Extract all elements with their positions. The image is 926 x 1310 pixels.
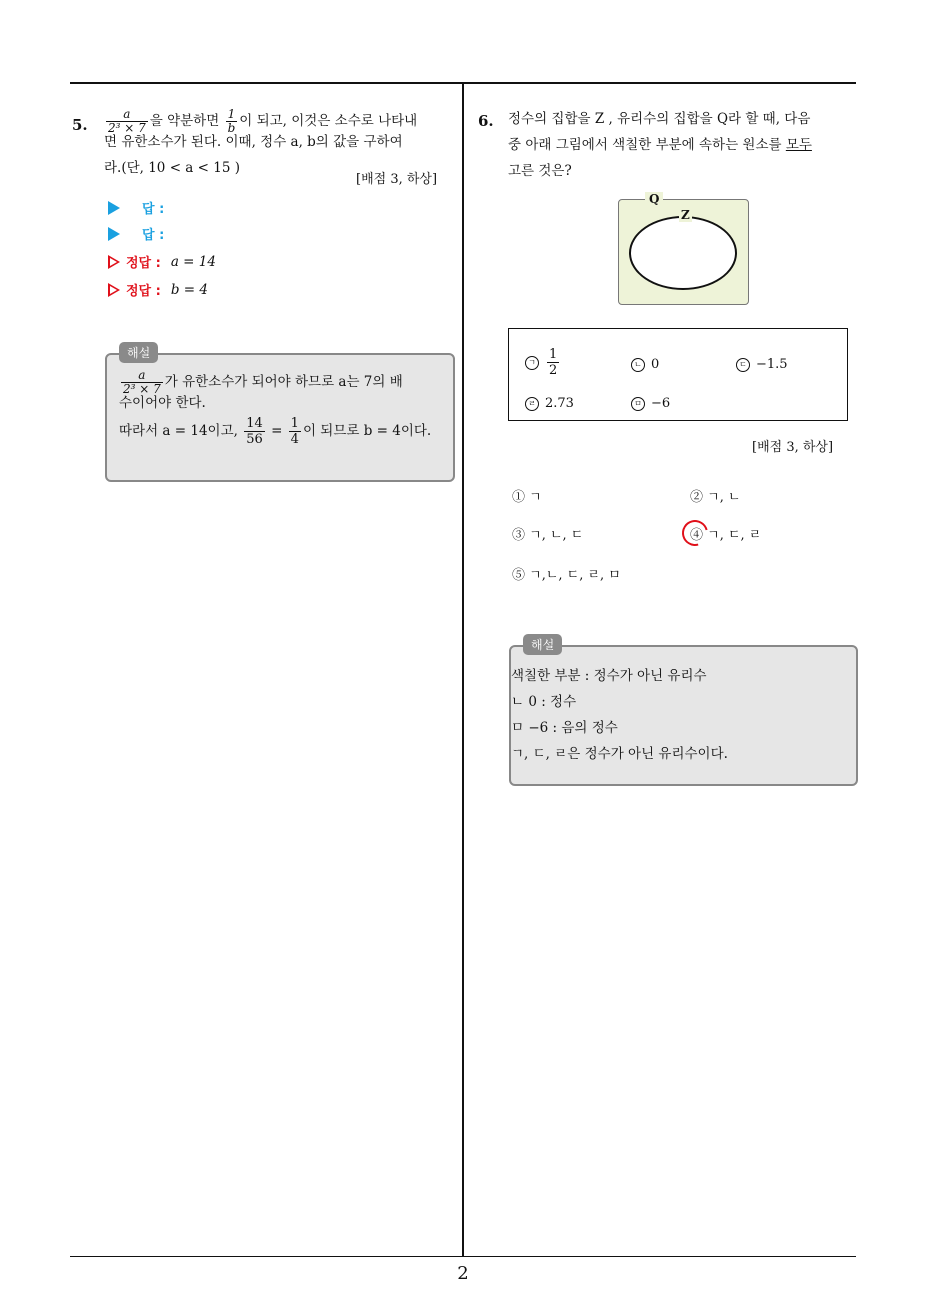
answer-label: 답 : [142, 202, 165, 217]
page-number: 2 [457, 1263, 469, 1284]
frac-numerator: 1 [549, 347, 558, 362]
option-2[interactable]: ② ㄱ, ㄴ [690, 490, 741, 505]
q5-text-b: 이 되고, 이것은 소수로 나타내 [239, 113, 418, 129]
item-marker: ㄴ [631, 358, 645, 372]
solution-5-tab: 해설 [119, 342, 158, 363]
sol5-line1-text: 가 유한소수가 되어야 하므로 a는 7의 배 [164, 374, 403, 390]
frac-denominator: 2³ × 7 [108, 121, 146, 135]
venn-label-q: Q [645, 192, 663, 206]
question-6-line-3: 고른 것은? [508, 163, 572, 179]
column-divider [462, 83, 464, 1257]
correct-answer-1 [108, 252, 216, 271]
correct-arrow-icon [108, 255, 120, 269]
option-3[interactable]: ③ ㄱ, ㄴ, ㄷ [512, 528, 584, 543]
item-value: −6 [651, 396, 671, 411]
solution-6-text [511, 663, 841, 767]
correct-arrow-icon [108, 283, 120, 297]
q6-line2-a: 중 아래 그림에서 색칠한 부분에 속하는 원소를 [508, 137, 782, 153]
option-1[interactable]: ① ㄱ [512, 490, 542, 505]
question-5-line-3: 라.(단, 10 < a < 15 ) [104, 160, 240, 176]
question-6-text [508, 106, 860, 184]
fraction-1-over-4 [289, 416, 301, 447]
item-value: 0 [651, 357, 660, 372]
solution-5-line-2: 수이어야 한다. [119, 395, 206, 411]
element-choices-box [508, 328, 848, 421]
correct-answer-2 [108, 280, 208, 299]
question-5-line-2: 면 유한소수가 된다. 이때, 정수 a, b의 값을 구하여 [104, 134, 403, 150]
frac-denominator: 2³ × 7 [123, 382, 161, 396]
solution-6-tab: 해설 [523, 634, 562, 655]
venn-label-z: Z [681, 208, 690, 222]
answer-arrow-icon [108, 227, 120, 241]
item-marker: ㄱ [525, 356, 539, 370]
item-b [631, 357, 659, 372]
venn-set-z [629, 216, 737, 290]
bottom-rule [70, 1256, 856, 1257]
correct-value: b = 4 [170, 281, 208, 298]
frac-denominator: 4 [290, 432, 299, 447]
item-marker: ㄹ [525, 397, 539, 411]
question-5-number: 5. [72, 116, 88, 134]
frac-denominator: 56 [246, 432, 263, 447]
item-e [631, 396, 670, 411]
item-marker: ㅁ [631, 397, 645, 411]
answer-label: 답 : [142, 228, 165, 243]
question-6-line-1: 정수의 집합을 Z , 유리수의 집합을 Q라 할 때, 다음 [508, 111, 811, 127]
frac-denominator: b [227, 121, 236, 135]
question-6-line-2 [508, 132, 860, 158]
answer-line-1[interactable] [108, 198, 164, 217]
item-value: 2.73 [545, 396, 574, 411]
correct-label: 정답 : [126, 284, 161, 299]
venn-diagram [618, 192, 749, 305]
correct-answer-circle-icon [677, 515, 713, 551]
solution-6-line-3: ㅁ −6 : 음의 정수 [511, 720, 618, 736]
fraction-1-over-2 [547, 347, 559, 378]
frac-numerator: a [138, 368, 146, 382]
question-5-score-tag: [배점 3, 하상] [356, 172, 438, 187]
sol5-line3-b: 이 되므로 b = 4이다. [302, 423, 432, 439]
fraction-14-over-56 [244, 416, 265, 447]
solution-6-line-4: ㄱ, ㄷ, ㄹ은 정수가 아닌 유리수이다. [511, 746, 728, 762]
item-marker: ㄷ [736, 358, 750, 372]
question-6-score-tag: [배점 3, 하상] [752, 440, 834, 455]
solution-5-box [105, 353, 455, 482]
correct-value: a = 14 [170, 253, 216, 270]
equals-sign: = [271, 423, 283, 439]
item-d [525, 396, 574, 411]
correct-label: 정답 : [126, 256, 161, 271]
option-4[interactable]: ④ ㄱ, ㄷ, ㄹ [690, 528, 762, 543]
q6-line2-underlined: 모두 [785, 137, 812, 153]
solution-5-line-3 [119, 416, 445, 447]
solution-6-line-1: 색칠한 부분 : 정수가 아닌 유리수 [511, 668, 707, 684]
frac-numerator: a [123, 107, 131, 121]
item-a [525, 347, 561, 378]
frac-denominator: 2 [549, 363, 558, 378]
option-5[interactable]: ⑤ ㄱ,ㄴ, ㄷ, ㄹ, ㅁ [512, 568, 621, 583]
q5-text-a: 을 약분하면 [149, 113, 220, 129]
frac-numerator: 1 [227, 107, 236, 121]
item-value: −1.5 [756, 357, 788, 372]
frac-numerator: 1 [290, 416, 299, 431]
question-6-number: 6. [478, 112, 494, 130]
sol5-line3-a: 따라서 a = 14이고, [119, 423, 238, 439]
item-c [736, 357, 788, 372]
solution-6-line-2: ㄴ 0 : 정수 [511, 694, 577, 710]
answer-line-2[interactable] [108, 224, 164, 243]
solution-6-box [509, 645, 858, 786]
frac-numerator: 14 [246, 416, 263, 431]
answer-arrow-icon [108, 201, 120, 215]
solution-5-text [119, 369, 445, 447]
